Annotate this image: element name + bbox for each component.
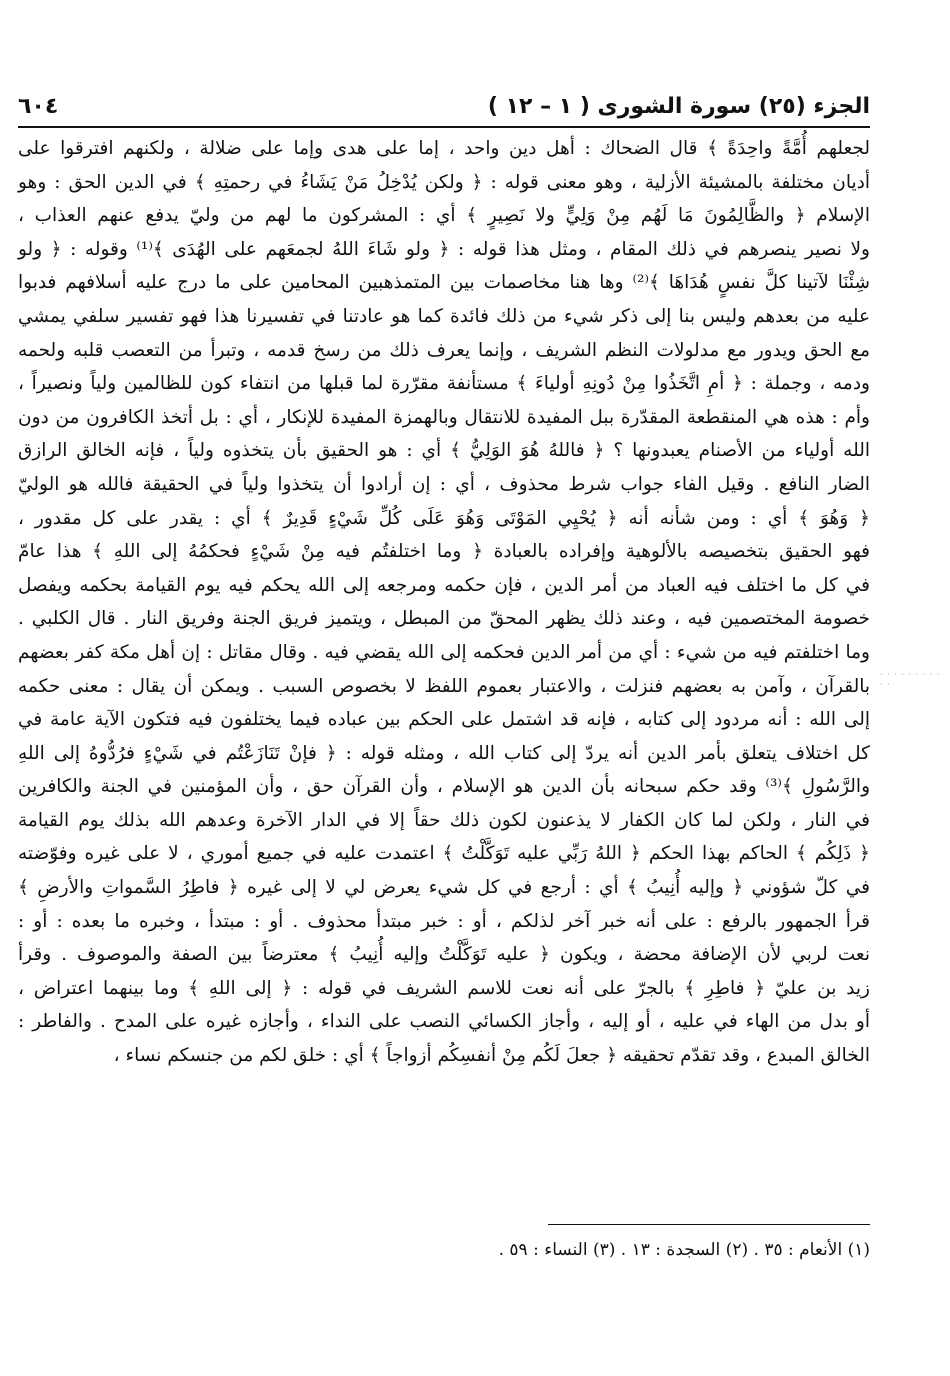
text-line: بالقرآن ، وآمن به بعضهم فنزلت ، والاعتبار بعموم اللفظ لا بخصوص السبب . ويمكن أن يقال : معنى حكمه <box>18 675 870 697</box>
text-line: في كلّ شؤوني ﴿ وإليه أُنِيبُ ﴾ أي : أرجع في كل شيء يعرض لي لا إلى غيره ﴿ فاطِرُ السَّمواتِ والأرضِ ﴾ <box>18 877 870 899</box>
text-line: فهو الحقيق بتخصيصه بالألوهية وإفراده بالعبادة ﴿ وما اختلفتُم فيه مِنْ شَيْءٍ فحكمُهُ إلى اللهِ ﴾ هذا عامّ <box>18 541 870 563</box>
text-line: الخالق المبدع ، وقد تقدّم تحقيقه ﴿ جعلَ لَكُم مِنْ أنفسِكُم أزواجاً ﴾ أي : خلق لكم من جنسكم نساء ، <box>113 1045 870 1067</box>
text-line: لجعلهم أُمَّةً واحِدَةً ﴾ قال الضحاك : أهل دين واحد ، إما على هدى وإما على ضلالة ، ولكنهم افترقوا على <box>18 138 870 159</box>
text-line: الإسلام ﴿ والظَّالِمُونَ مَا لَهُم مِنْ وَلِيٍّ ولا نَصِيرٍ ﴾ أي : المشركون ما لهم من وليّ يدفع عنهم العذاب ، <box>18 205 870 227</box>
text-line: كل اختلاف يتعلق بأمر الدين أنه يردّ إلى كتاب الله ، ومثله قوله : ﴿ فإنْ تَنَازَعْتُم في شَيْءٍ فرُدُّوهُ إلى اللهِ <box>18 742 870 764</box>
text-line: في النار ، ولكن لما كان الكفار لا يذعنون لكون ذلك حقاً إلا في الدار الآخرة وعدهم الله بذلك يوم القيامة <box>18 809 870 831</box>
page-header <box>18 88 870 124</box>
footnotes: (١) الأنعام : ٣٥ . (٢) السجدة : ١٣ . (٣) النساء : ٥٩ . <box>498 1240 870 1260</box>
text-line: ولا نصير ينصرهم في ذلك المقام ، ومثل هذا قوله : ﴿ ولو شَاءَ اللهُ لجمعَهم على الهُدَى ﴾⁽¹⁾ وقوله : ﴿ ولو <box>18 238 870 260</box>
text-line: وما اختلفتم فيه من شيء : أي من أمر الدين فحكمه إلى الله يقضي فيه . وقال مقاتل : إن أهل مكة كفر بعضهم <box>18 641 870 663</box>
commentary-text <box>18 132 870 1208</box>
text-line: شِئْنَا لآتينا كلَّ نفسٍ هُدَاهَا ﴾⁽²⁾ وها هنا مخاصمات بين المتمذهبين المحامين على ما درج عليه أسلافهم فدبوا <box>18 272 870 294</box>
text-line: ﴿ ذَلِكُم ﴾ الحاكم بهذا الحكم ﴿ اللهُ رَبِّي عليه تَوَكَّلْتُ ﴾ اعتمدت عليه في جميع أموري ، لا على غيره وفوّضته <box>18 843 870 865</box>
running-title: الجزء (٢٥) سورة الشورى ( ١ – ١٢ ) <box>487 93 870 119</box>
margin-mark: · · · · · · · · · · · <box>880 670 941 689</box>
text-line: ﴿ وَهُوَ ﴾ أي : ومن شأنه أنه ﴿ يُحْيِي المَوْتَى وَهُوَ عَلَى كُلِّ شَيْءٍ قَدِيرٌ ﴾ أي : يقدر على كل مقدور ، <box>18 507 870 529</box>
text-line: الله أولياء من الأصنام يعبدونها ؟ ﴿ فاللهُ هُوَ الوَلِيُّ ﴾ أي : هو الحقيق بأن يتخذوه ولياً ، فإنه الخالق الرازق <box>18 440 870 462</box>
text-line: مع الحق ويدور مع مدلولات النظم الشريف ، وإنما يعرف ذلك من رسخ قدمه ، وتبرأ من التعصب قلبه ولحمه <box>18 339 870 361</box>
text-line: زيد بن عليّ ﴿ فاطِرِ ﴾ بالجرّ على أنه نعت للاسم الشريف في قوله : ﴿ إلى اللهِ ﴾ وما بينهما اعتراض ، <box>18 977 870 999</box>
text-line: ودمه ، وجملة : ﴿ أمِ اتَّخَذُوا مِنْ دُونِهِ أولياءَ ﴾ مستأنفة مقرّرة لما قبلها من انتفاء كون للظالمين ولياً ونصيراً ، <box>18 373 870 395</box>
text-line: نعت لربي لأن الإضافة محضة ، ويكون ﴿ عليه تَوَكَّلْتُ وإليه أُنِيبُ ﴾ معترضاً بين الصفة والموصوف . وقرأ <box>18 944 870 966</box>
page-number: ٦٠٤ <box>18 93 59 119</box>
text-line: أو بدل من الهاء في عليه ، أو إليه ، وأجاز الكسائي النصب على النداء ، وأجازه غيره على المدح . والفاطر : <box>18 1011 870 1033</box>
footnote-rule <box>548 1224 870 1225</box>
text-line: وأم : هذه هي المنقطعة المقدّرة ببل المفيدة للانتقال وبالهمزة المفيدة للإنكار ، أي : بل أتخذ الكافرون من دون <box>18 406 870 428</box>
text-line: والرَّسُولِ ﴾⁽³⁾ وقد حكم سبحانه بأن الدين هو الإسلام ، وأن القرآن حق ، وأن المؤمنين في الجنة والكافرين <box>18 776 870 798</box>
header-rule <box>18 126 870 128</box>
text-line: في كل ما اختلف فيه العباد من أمر الدين ، فإن حكمه ومرجعه إلى الله يحكم فيه يوم القيامة بحكمه ويفصل <box>18 574 870 596</box>
text-line: عليه من بعدهم وليس بنا إلى ذكر شيء من ذلك فائدة كما هو عادتنا في تفسيرنا هذا فهو تفسير سلفي يمشي <box>18 305 870 327</box>
text-line: أديان مختلفة بالمشيئة الأزلية ، وهو معنى قوله : ﴿ ولكن يُدْخِلُ مَنْ يَشَاءُ في رحمتِهِ ﴾ في الدين الحق : وهو <box>18 171 871 193</box>
text-line: إلى الله : أنه مردود إلى كتابه ، فإنه قد اشتمل على الحكم بين عباده فيما يختلفون فيه فتكون الآية عامة في <box>18 709 870 731</box>
text-line: الضار النافع . وقيل الفاء جواب شرط محذوف ، أي : إن أرادوا أن يتخذوا ولياً في الحقيقة فالله هو الوليّ <box>18 473 870 495</box>
text-line: خصومة المختصمين فيه ، وعند ذلك يظهر المحقّ من المبطل ، ويتميز فريق الجنة وفريق النار . قال الكلبي . <box>18 608 870 630</box>
text-line: قرأ الجمهور بالرفع : على أنه خبر آخر لذلكم ، أو : خبر مبتدأ محذوف . أو : مبتدأ ، وخبره ما بعده : أو : <box>18 910 870 932</box>
